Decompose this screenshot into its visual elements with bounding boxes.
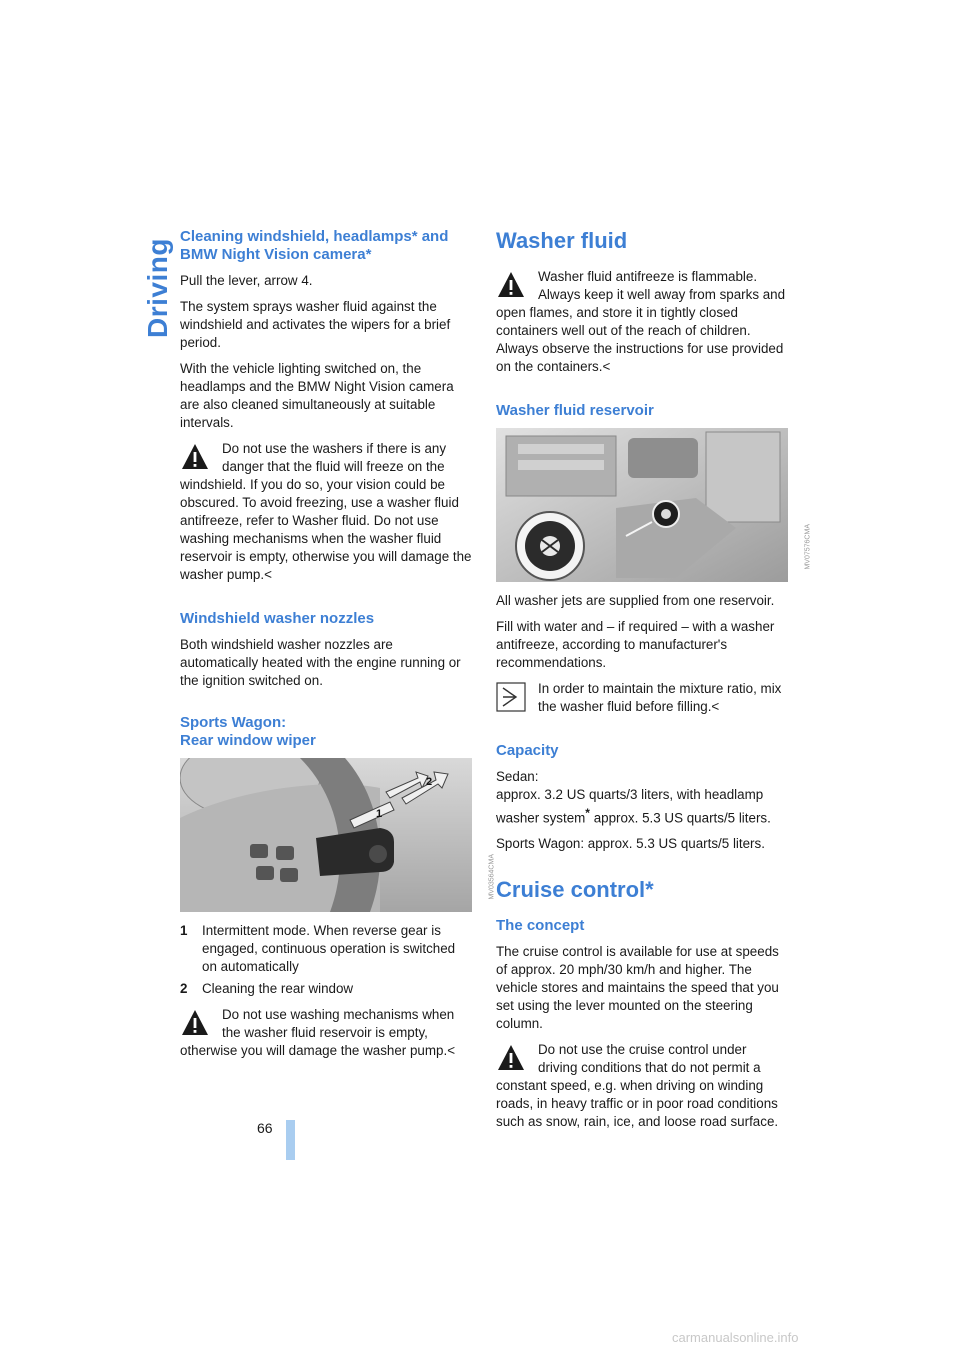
heading-cruise-control: Cruise control* — [496, 877, 654, 903]
legend-list — [180, 922, 472, 998]
left-column — [180, 228, 496, 1070]
paragraph: With the vehicle lighting switched on, the headlamps and the BMW Night Vision camera are also cleaned simultaneously at suitable intervals. — [180, 361, 454, 430]
paragraph: All washer jets are supplied from one reservoir. — [496, 593, 775, 608]
warning-triangle-icon — [496, 270, 526, 300]
list-item-text: Cleaning the rear window — [202, 981, 354, 996]
note-text: In order to maintain the mixture ratio, mix the washer fluid before filling.< — [538, 681, 782, 714]
section-title-nozzles: Windshield washer nozzles — [180, 610, 375, 627]
warning-notice — [496, 1041, 788, 1131]
watermark: carmanualsonline.info — [672, 1330, 799, 1345]
list-item-number: 2 — [180, 981, 188, 996]
chapter-tab — [142, 228, 173, 348]
note-arrow-icon — [496, 682, 526, 712]
page-marker-bar — [286, 1120, 295, 1160]
section-title-reservoir: Washer fluid reservoir — [496, 402, 654, 419]
list-item — [180, 980, 472, 998]
warning-notice — [496, 268, 788, 376]
warning-triangle-icon — [496, 1043, 526, 1073]
paragraph: Pull the lever, arrow 4. — [180, 273, 313, 288]
note-notice — [496, 680, 788, 716]
chapter-tab-label: Driving — [142, 238, 173, 338]
figure-code: MV07576CMA — [805, 524, 812, 570]
warning-text: Do not use the cruise control under driving conditions that do not permit a constant speed, e.g. when driving on winding roads, in heavy traffic or in poor road conditions such as snow, rain, ice, and loose road surface. — [496, 1042, 779, 1130]
warning-notice — [180, 1006, 472, 1060]
engine-bay-illustration — [496, 428, 788, 582]
warning-notice — [180, 440, 472, 584]
warning-triangle-icon — [180, 1008, 210, 1038]
list-item — [180, 922, 472, 976]
right-column — [496, 228, 812, 1141]
warning-text: Do not use washing mechanisms when the washer fluid reservoir is empty, otherwise you will damage the washer pump.< — [180, 1007, 456, 1058]
asterisk-mark: * — [585, 806, 590, 820]
list-item-number: 1 — [180, 923, 188, 938]
paragraph: Both windshield washer nozzles are automatically heated with the engine running or the ignition switched on. — [180, 637, 461, 688]
svg-text:1: 1 — [376, 808, 383, 820]
capacity-sedan: Sedan: approx. 3.2 US quarts/3 liters, with headlamp washer system* approx. 5.3 US quarts/5 liters. — [496, 769, 771, 826]
paragraph: The cruise control is available for use at speeds of approx. 20 mph/30 km/h and higher. The vehicle stores and maintains the speed that you set using the lever mounted on the steering column. — [496, 944, 779, 1032]
capacity-wagon: Sports Wagon: approx. 5.3 US quarts/5 liters. — [496, 836, 765, 852]
section-title-rear-wiper: Sports Wagon: Rear window wiper — [180, 714, 316, 749]
steering-wheel-lever-illustration — [180, 758, 472, 912]
svg-text:2: 2 — [426, 776, 433, 788]
warning-text: Do not use the washers if there is any danger that the fluid will freeze on the windshield. If you do so, your vision could be obscured. To avoid freezing, use a washer fluid antifreeze, refer to Washer fluid. Do not use washing mechanisms when the washer fluid reservoir is empty, otherwise you will damage the washer pump.< — [180, 441, 472, 582]
page-number: 66 — [257, 1120, 273, 1136]
section-title-cleaning: Cleaning windshield, headlamps* and BMW Night Vision camera* — [180, 228, 449, 263]
paragraph: Fill with water and – if required – with a washer antifreeze, according to manufacturer's recommendations. — [496, 619, 775, 670]
warning-text: Washer fluid antifreeze is flammable. Always keep it well away from sparks and open flames, and store it in tightly closed containers well out of the reach of children. Always observe the instructions for use provided on the containers.< — [496, 269, 786, 374]
paragraph: The system sprays washer fluid against the windshield and activates the wipers for a brief period. — [180, 299, 451, 350]
reservoir-figure — [496, 428, 812, 582]
warning-triangle-icon — [180, 442, 210, 472]
list-item-text: Intermittent mode. When reverse gear is engaged, continuous operation is switched on automatically — [202, 923, 456, 974]
heading-washer-fluid: Washer fluid — [496, 228, 628, 253]
figure-code: MV03564CMA — [489, 854, 496, 900]
section-title-capacity: Capacity — [496, 742, 559, 759]
rear-wiper-figure — [180, 758, 496, 912]
section-title-concept: The concept — [496, 917, 585, 935]
